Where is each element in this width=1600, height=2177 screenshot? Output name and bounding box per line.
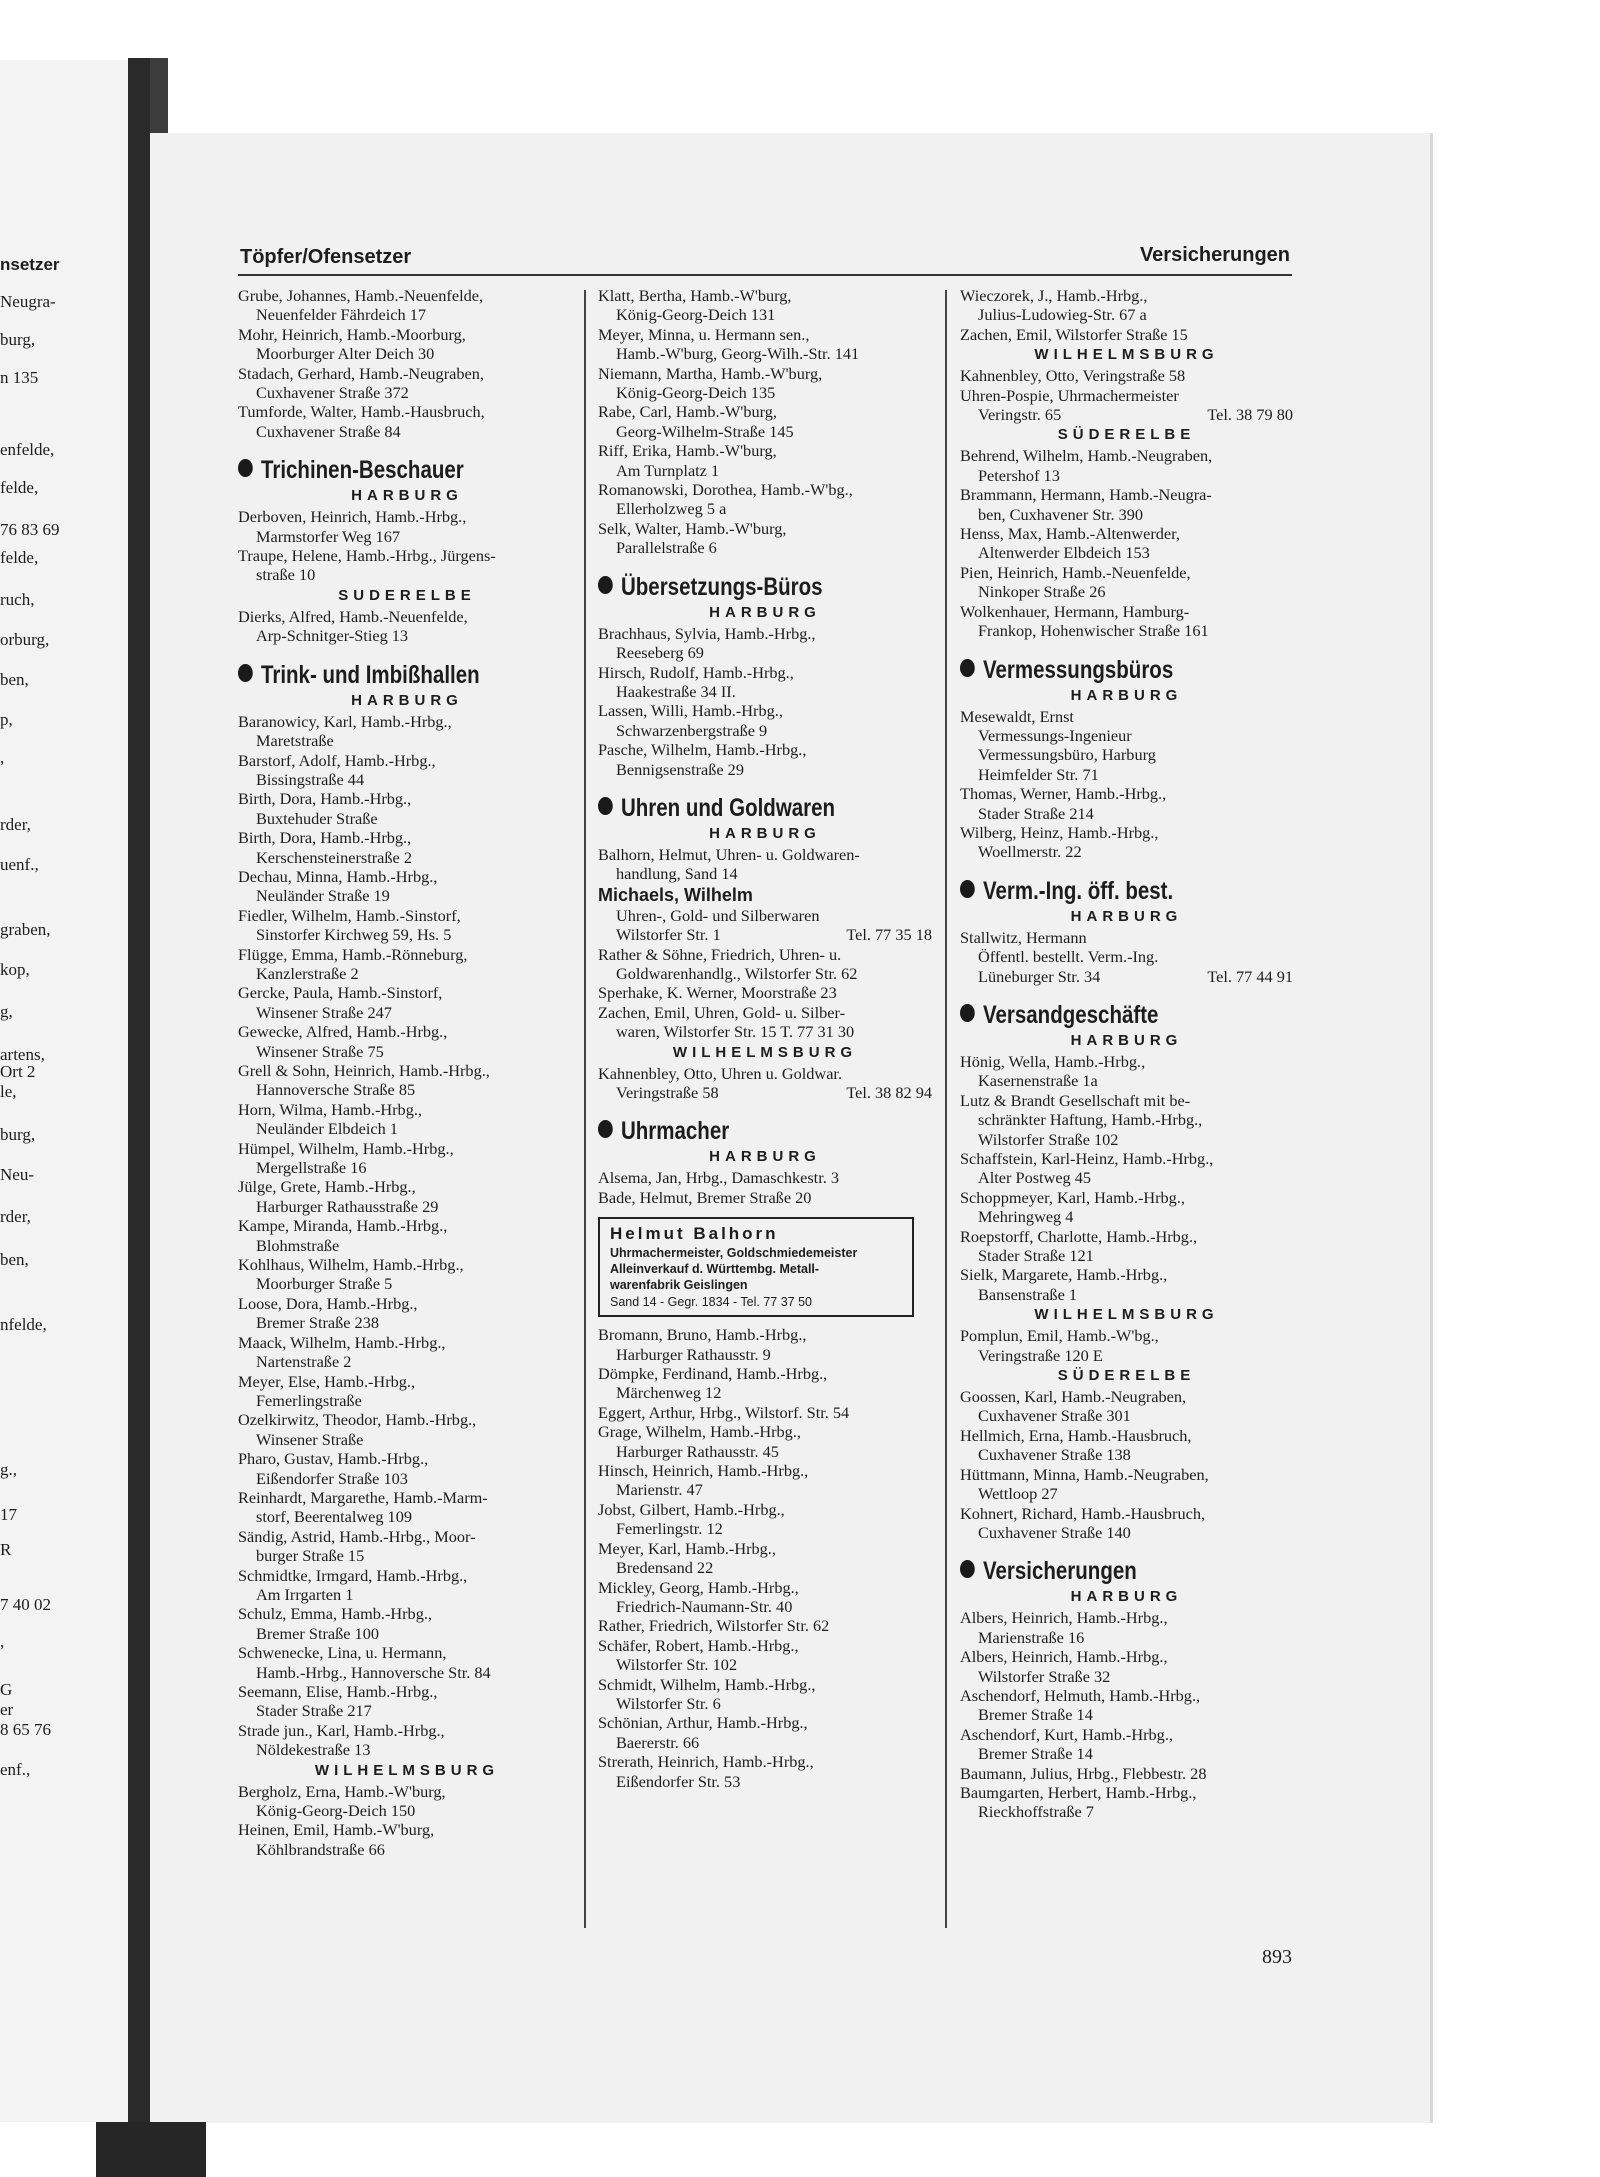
district-heading: HARBURG [1070, 907, 1183, 925]
entry-line: Mohr, Heinrich, Hamb.-Moorburg, [238, 324, 466, 344]
entry-continuation: Wilstorfer Str. 102 [616, 1655, 737, 1675]
entry-line: Grage, Wilhelm, Hamb.-Hrbg., [598, 1422, 801, 1442]
entry-continuation: Stader Straße 121 [978, 1246, 1094, 1266]
entry-continuation: Bremer Straße 14 [978, 1744, 1093, 1764]
entry-line: Grube, Johannes, Hamb.-Neuenfelde, [238, 286, 484, 305]
entry-line: Schäfer, Robert, Hamb.-Hrbg., [598, 1635, 799, 1655]
facing-page-text: R [0, 1540, 12, 1559]
entry-continuation: Goldwarenhandlg., Wilstorfer Str. 62 [616, 963, 858, 983]
entry-line: Gewecke, Alfred, Hamb.-Hrbg., [238, 1022, 448, 1042]
header-rule [238, 274, 1292, 276]
district-heading: HARBURG [1070, 1588, 1183, 1606]
entry-line: Rather, Friedrich, Wilstorfer Str. 62 [598, 1616, 830, 1636]
entry-line: Hüttmann, Minna, Hamb.-Neugraben, [960, 1464, 1209, 1484]
district-heading: SÜDERELBE [1057, 426, 1196, 444]
facing-page-text: er [0, 1700, 14, 1719]
entry-line: Jobst, Gilbert, Hamb.-Hrbg., [598, 1499, 785, 1519]
entry-continuation: Wettloop 27 [978, 1484, 1058, 1504]
entry-line: Strerath, Heinrich, Hamb.-Hrbg., [598, 1752, 814, 1772]
entry-line: Kampe, Miranda, Hamb.-Hrbg., [238, 1216, 448, 1236]
entry-continuation: Cuxhavener Straße 84 [256, 421, 401, 441]
section-heading [960, 1000, 1233, 1030]
section-heading [598, 572, 872, 602]
entry-continuation: Nöldekestraße 13 [256, 1740, 371, 1760]
bullet-icon [960, 1560, 975, 1578]
section-heading [598, 793, 872, 823]
entry-continuation: Parallelstraße 6 [616, 538, 717, 558]
entry-line: Wolkenhauer, Hermann, Hamburg- [960, 601, 1190, 621]
entry-line: Lassen, Willi, Hamb.-Hrbg., [598, 701, 783, 721]
district-heading: HARBURG [1070, 686, 1183, 704]
facing-page-text: kop, [0, 960, 30, 979]
entry-line: Hellmich, Erna, Hamb.-Hausbruch, [960, 1425, 1192, 1445]
running-head-left: Töpfer/Ofensetzer [240, 246, 412, 268]
entry-line: Traupe, Helene, Hamb.-Hrbg., Jürgens- [238, 546, 496, 566]
facing-page-text: enf., [0, 1760, 31, 1779]
entry-line: Seemann, Elise, Hamb.-Hrbg., [238, 1682, 438, 1701]
entry-continuation: Köhlbrandstraße 66 [256, 1839, 385, 1859]
running-head-right: Versicherungen [1139, 244, 1290, 266]
entry-line: Dechau, Minna, Hamb.-Hrbg., [238, 866, 438, 886]
column-divider-2 [945, 290, 947, 1928]
section-title: Vermessungsbüros [982, 655, 1174, 684]
entry-line: Mickley, Georg, Hamb.-Hrbg., [598, 1577, 799, 1597]
facing-page-text: le, [0, 1082, 17, 1101]
highlighted-entry-name: Michaels, Wilhelm [598, 884, 753, 905]
entry-phone: Tel. 38 82 94 [846, 1083, 932, 1102]
entry-continuation: Kasernenstraße 1a [978, 1071, 1098, 1091]
entry-continuation: Baererstr. 66 [616, 1732, 700, 1752]
entry-continuation: Woellmerstr. 22 [978, 842, 1082, 862]
section-title: Übersetzungs-Büros [620, 572, 823, 601]
entry-phone: Tel. 38 79 80 [1207, 405, 1293, 425]
entry-line: Birth, Dora, Hamb.-Hrbg., [238, 828, 412, 848]
entry-line: Birth, Dora, Hamb.-Hrbg., [238, 789, 412, 809]
entry-line: Tumforde, Walter, Hamb.-Hausbruch, [238, 402, 485, 422]
entry-line: Henss, Max, Hamb.-Altenwerder, [960, 524, 1180, 544]
entry-line: Albers, Heinrich, Hamb.-Hrbg., [960, 1608, 1168, 1628]
entry-continuation: Am Turnplatz 1 [616, 460, 720, 480]
entry-continuation: Marienstraße 16 [978, 1627, 1085, 1647]
entry-continuation: Marmstorfer Weg 167 [256, 526, 400, 546]
entry-address-phone [960, 405, 1293, 424]
entry-continuation: Reeseberg 69 [616, 643, 704, 663]
entry-continuation: Stader Straße 214 [978, 803, 1094, 823]
column-1 [238, 286, 576, 1859]
entry-line: Baranowicy, Karl, Hamb.-Hrbg., [238, 711, 452, 731]
entry-continuation: Hamb.-W'burg, Georg-Wilh.-Str. 141 [616, 344, 860, 364]
entry-continuation: Haakestraße 34 II. [616, 681, 736, 701]
entry-continuation: Moorburger Straße 5 [256, 1274, 393, 1294]
ad-footer: Sand 14 - Gegr. 1834 - Tel. 77 37 50 [610, 1295, 812, 1310]
entry-line: Meyer, Minna, u. Hermann sen., [598, 324, 810, 344]
facing-page-text: artens, [0, 1045, 45, 1064]
facing-page-text: nfelde, [0, 1315, 47, 1334]
entry-line: Strade jun., Karl, Hamb.-Hrbg., [238, 1720, 445, 1740]
entry-line: Kahnenbley, Otto, Uhren u. Goldwar. [598, 1063, 843, 1083]
entry-line: Selk, Walter, Hamb.-W'burg, [598, 518, 787, 538]
entry-line: Kohlhaus, Wilhelm, Hamb.-Hrbg., [238, 1255, 464, 1275]
entry-line: Flügge, Emma, Hamb.-Rönneburg, [238, 944, 468, 964]
entry-address: Veringstraße 58 [616, 1083, 719, 1102]
facing-page-text: Neu- [0, 1165, 34, 1184]
entry-line: Schulz, Emma, Hamb.-Hrbg., [238, 1604, 432, 1624]
entry-line: Aschendorf, Helmuth, Hamb.-Hrbg., [960, 1685, 1201, 1705]
entry-line: Brachhaus, Sylvia, Hamb.-Hrbg., [598, 623, 816, 643]
entry-line: Sperhake, K. Werner, Moorstraße 23 [598, 983, 837, 1003]
entry-address: Wilstorfer Str. 1 [616, 925, 721, 945]
entry-phone: Tel. 77 44 91 [1207, 966, 1293, 986]
entry-line: Eggert, Arthur, Hrbg., Wilstorf. Str. 54 [598, 1402, 850, 1422]
entry-continuation: Georg-Wilhelm-Straße 145 [616, 421, 794, 441]
column-divider-1 [584, 290, 586, 1928]
district-heading: HARBURG [351, 691, 463, 709]
district-heading: SÜDERELBE [1057, 1367, 1196, 1385]
entry-continuation: schränkter Haftung, Hamb.-Hrbg., [978, 1110, 1203, 1130]
entry-line: Bergholz, Erna, Hamb.-W'burg, [238, 1781, 446, 1801]
entry-line: Grell & Sohn, Heinrich, Hamb.-Hrbg., [238, 1061, 490, 1080]
entry-address: Veringstr. 65 [978, 405, 1062, 425]
district-heading: WILHELMSBURG [1034, 1306, 1219, 1324]
entry-line: Schwenecke, Lina, u. Hermann, [238, 1643, 447, 1663]
entry-continuation: Blohmstraße [256, 1235, 340, 1255]
ad-line: Alleinverkauf d. Württembg. Metall- [610, 1262, 820, 1277]
entry-line: Sändig, Astrid, Hamb.-Hrbg., Moor- [238, 1526, 476, 1546]
district-heading: HARBURG [709, 603, 821, 621]
facing-page-text: ruch, [0, 590, 35, 609]
entry-continuation: Harburger Rathausstraße 29 [256, 1196, 439, 1216]
book-spine [128, 58, 150, 2177]
entry-continuation: Neuländer Elbdeich 1 [256, 1119, 398, 1139]
entry-continuation: Marienstr. 47 [616, 1480, 703, 1500]
facing-page-text: , [0, 748, 5, 767]
entry-continuation: Winsener Straße 75 [256, 1041, 384, 1061]
entry-continuation: Rieckhoffstraße 7 [978, 1802, 1094, 1822]
ad-title: Helmut Balhorn [610, 1224, 779, 1244]
entry-continuation: Bremer Straße 238 [256, 1313, 379, 1333]
entry-continuation: Hannoversche Straße 85 [256, 1080, 416, 1100]
entry-line: Heinen, Emil, Hamb.-W'burg, [238, 1820, 435, 1840]
entry-line: Schoppmeyer, Karl, Hamb.-Hrbg., [960, 1187, 1185, 1207]
entry-line: Bade, Helmut, Bremer Straße 20 [598, 1187, 812, 1207]
entry-continuation: Eißendorfer Straße 103 [256, 1468, 408, 1488]
section-title: Uhren und Goldwaren [620, 793, 836, 822]
district-heading: HARBURG [709, 824, 821, 842]
facing-page-text: g, [0, 1002, 13, 1021]
entry-line: Balhorn, Helmut, Uhren- u. Goldwaren- [598, 844, 860, 864]
entry-line: Goossen, Karl, Hamb.-Neugraben, [960, 1387, 1187, 1407]
entry-line: Rather & Söhne, Friedrich, Uhren- u. [598, 944, 842, 964]
entry-continuation: Bissingstraße 44 [256, 769, 365, 789]
facing-page-text: ben, [0, 1250, 29, 1269]
entry-line: Baumann, Julius, Hrbg., Flebbestr. 28 [960, 1763, 1207, 1783]
entry-line: Baumgarten, Herbert, Hamb.-Hrbg., [960, 1782, 1197, 1802]
advertisement-box [598, 1217, 914, 1317]
facing-page-text: 8 65 76 [0, 1720, 51, 1739]
facing-page-text: enfelde, [0, 440, 55, 459]
entry-phone: Tel. 77 35 18 [846, 925, 932, 945]
entry-line: Schaffstein, Karl-Heinz, Hamb.-Hrbg., [960, 1149, 1214, 1168]
section-title: Versicherungen [982, 1557, 1137, 1586]
entry-continuation: storf, Beerentalweg 109 [256, 1507, 412, 1527]
entry-continuation: Winsener Straße 247 [256, 1002, 392, 1022]
entry-continuation: burger Straße 15 [256, 1546, 365, 1566]
entry-continuation: Kanzlerstraße 2 [256, 963, 359, 983]
section-title: Versandgeschäfte [982, 1000, 1159, 1029]
entry-continuation: Friedrich-Naumann-Str. 40 [616, 1596, 793, 1616]
section-title: Uhrmacher [620, 1117, 730, 1146]
entry-continuation: Femerlingstraße [256, 1390, 362, 1410]
entry-address-phone [960, 967, 1293, 986]
district-heading: HARBURG [709, 1148, 821, 1166]
column-2 [598, 286, 932, 1791]
section-heading [960, 876, 1233, 906]
entry-line: Hirsch, Rudolf, Hamb.-Hrbg., [598, 662, 794, 682]
entry-continuation: Kerschensteinerstraße 2 [256, 847, 412, 867]
entry-line: Zachen, Emil, Wilstorfer Straße 15 [960, 324, 1188, 344]
entry-continuation: Frankop, Hohenwischer Straße 161 [978, 621, 1209, 641]
entry-continuation: Neuenfelder Fährdeich 17 [256, 305, 426, 325]
entry-continuation: Wilstorfer Straße 32 [978, 1666, 1111, 1686]
facing-page-text: orburg, [0, 630, 50, 649]
ad-line: Uhrmachermeister, Goldschmiedemeister [610, 1246, 858, 1261]
facing-page-text: p, [0, 710, 13, 729]
entry-line: Rabe, Carl, Hamb.-W'burg, [598, 402, 777, 422]
entry-continuation: Harburger Rathausstr. 9 [616, 1344, 771, 1364]
entry-continuation: Vermessungsbüro, Harburg [978, 745, 1156, 765]
entry-line: Uhren-Pospie, Uhrmachermeister [960, 385, 1179, 405]
entry-continuation: Ellerholzweg 5 a [616, 499, 727, 519]
ad-line: warenfabrik Geislingen [610, 1278, 748, 1293]
entry-continuation: Sinstorfer Kirchweg 59, Hs. 5 [256, 925, 452, 945]
entry-continuation: Cuxhavener Straße 372 [256, 383, 409, 403]
facing-page-text: Neugra- [0, 292, 56, 311]
entry-line: Roepstorff, Charlotte, Hamb.-Hrbg., [960, 1226, 1198, 1246]
facing-page-text: 76 83 69 [0, 520, 60, 539]
entry-line: Brammann, Hermann, Hamb.-Neugra- [960, 485, 1212, 505]
entry-line: Dierks, Alfred, Hamb.-Neuenfelde, [238, 606, 468, 626]
entry-line: Kohnert, Richard, Hamb.-Hausbruch, [960, 1503, 1206, 1523]
entry-line: Schmidt, Wilhelm, Hamb.-Hrbg., [598, 1674, 816, 1694]
entry-line: Schönian, Arthur, Hamb.-Hrbg., [598, 1713, 808, 1733]
entry-line: Lutz & Brandt Gesellschaft mit be- [960, 1090, 1191, 1110]
entry-line: Ozelkirwitz, Theodor, Hamb.-Hrbg., [238, 1410, 477, 1430]
entry-line: Romanowski, Dorothea, Hamb.-W'bg., [598, 480, 853, 500]
entry-line: Stallwitz, Hermann [960, 927, 1087, 947]
entry-continuation: König-Georg-Deich 131 [616, 305, 776, 325]
district-heading: SUDERELBE [338, 586, 476, 604]
entry-line: Albers, Heinrich, Hamb.-Hrbg., [960, 1647, 1168, 1667]
facing-page-text: rder, [0, 815, 31, 834]
entry-line: Niemann, Martha, Hamb.-W'burg, [598, 363, 823, 383]
entry-continuation: Harburger Rathausstr. 45 [616, 1441, 779, 1461]
entry-continuation: Wilstorfer Straße 102 [978, 1129, 1119, 1149]
entry-continuation: König-Georg-Deich 150 [256, 1801, 416, 1821]
entry-line: Mesewaldt, Ernst [960, 706, 1074, 726]
entry-line: Behrend, Wilhelm, Hamb.-Neugraben, [960, 446, 1213, 466]
entry-line: Hinsch, Heinrich, Hamb.-Hrbg., [598, 1461, 809, 1481]
entry-line: Pasche, Wilhelm, Hamb.-Hrbg., [598, 740, 807, 760]
facing-page-text: Ort 2 [0, 1062, 36, 1081]
section-title: Verm.-Ing. öff. best. [982, 876, 1174, 905]
entry-line: Aschendorf, Kurt, Hamb.-Hrbg., [960, 1724, 1173, 1744]
column-3 [960, 286, 1293, 1822]
entry-line: Stadach, Gerhard, Hamb.-Neugraben, [238, 363, 484, 383]
bullet-icon [238, 459, 253, 477]
entry-continuation: Eißendorfer Str. 53 [616, 1771, 741, 1791]
entry-line: Meyer, Else, Hamb.-Hrbg., [238, 1371, 416, 1391]
entry-line: Reinhardt, Margarethe, Hamb.-Marm- [238, 1487, 488, 1507]
entry-line: Jülge, Grete, Hamb.-Hrbg., [238, 1177, 416, 1197]
section-heading [960, 1556, 1233, 1586]
facing-page-text: nsetzer [0, 255, 60, 274]
entry-continuation: Arp-Schnitger-Stieg 13 [256, 626, 409, 646]
entry-line: Bromann, Bruno, Hamb.-Hrbg., [598, 1325, 807, 1345]
entry-continuation: Mehringweg 4 [978, 1207, 1074, 1227]
entry-continuation: Maretstraße [256, 731, 334, 751]
entry-continuation: straße 10 [256, 565, 316, 585]
entry-address-phone [598, 1083, 932, 1102]
entry-line: Gercke, Paula, Hamb.-Sinstorf, [238, 983, 443, 1003]
entry-line: Maack, Wilhelm, Hamb.-Hrbg., [238, 1332, 446, 1352]
entry-continuation: Mergellstraße 16 [256, 1158, 367, 1178]
entry-line: Zachen, Emil, Uhren, Gold- u. Silber- [598, 1002, 845, 1022]
entry-line: Wilberg, Heinz, Hamb.-Hrbg., [960, 822, 1159, 842]
entry-continuation: Femerlingstr. 12 [616, 1519, 723, 1539]
entry-address-phone [598, 925, 932, 944]
entry-continuation: Petershof 13 [978, 465, 1060, 485]
entry-continuation: Uhren-, Gold- und Silberwaren [616, 905, 820, 925]
entry-line: Derboven, Heinrich, Hamb.-Hrbg., [238, 507, 467, 527]
entry-continuation: Öffentl. bestellt. Verm.-Ing. [978, 947, 1159, 967]
entry-line: Schmidtke, Irmgard, Hamb.-Hrbg., [238, 1565, 468, 1585]
entry-continuation: Vermessungs-Ingenieur [978, 725, 1132, 745]
entry-continuation: Am Irrgarten 1 [256, 1584, 354, 1604]
entry-line: Loose, Dora, Hamb.-Hrbg., [238, 1293, 418, 1313]
entry-continuation: handlung, Sand 14 [616, 864, 738, 884]
page-number: 893 [1262, 1946, 1292, 1968]
entry-line: Alsema, Jan, Hrbg., Damaschkestr. 3 [598, 1168, 839, 1188]
entry-line: Pien, Heinrich, Hamb.-Neuenfelde, [960, 562, 1191, 582]
facing-page-text: rder, [0, 1207, 31, 1226]
entry-continuation: Bredensand 22 [616, 1558, 714, 1578]
district-heading: HARBURG [351, 487, 463, 505]
entry-line: Wieczorek, J., Hamb.-Hrbg., [960, 286, 1148, 305]
facing-page-text: uenf., [0, 855, 39, 874]
bullet-icon [598, 797, 613, 815]
entry-continuation: Bansenstraße 1 [978, 1284, 1078, 1304]
entry-continuation: Altenwerder Elbdeich 153 [978, 543, 1150, 563]
facing-page-text: , [0, 1632, 5, 1651]
facing-page-text: burg, [0, 330, 36, 349]
facing-page-text: 17 [0, 1505, 17, 1524]
entry-line: Dömpke, Ferdinand, Hamb.-Hrbg., [598, 1364, 828, 1384]
entry-line: Thomas, Werner, Hamb.-Hrbg., [960, 784, 1167, 804]
entry-continuation: Neuländer Straße 19 [256, 886, 390, 906]
facing-page-text: ben, [0, 670, 29, 689]
entry-line: Hümpel, Wilhelm, Hamb.-Hrbg., [238, 1138, 454, 1158]
bullet-icon [238, 664, 253, 682]
entry-line: Fiedler, Wilhelm, Hamb.-Sinstorf, [238, 905, 461, 925]
district-heading: WILHELMSBURG [314, 1761, 500, 1779]
facing-page-fragment [0, 60, 148, 2122]
facing-page-text: g., [0, 1460, 17, 1479]
entry-line: Meyer, Karl, Hamb.-Hrbg., [598, 1538, 776, 1558]
entry-continuation: Nartenstraße 2 [256, 1352, 352, 1372]
entry-continuation: Cuxhavener Straße 301 [978, 1406, 1131, 1426]
entry-continuation: Heimfelder Str. 71 [978, 764, 1099, 784]
entry-continuation: Veringstraße 120 E [978, 1345, 1103, 1365]
entry-continuation: Ninkoper Straße 26 [978, 582, 1106, 602]
bullet-icon [598, 1120, 613, 1138]
entry-continuation: Wilstorfer Str. 6 [616, 1693, 721, 1713]
facing-page-text: G [0, 1680, 13, 1699]
bullet-icon [960, 659, 975, 677]
entry-continuation: Julius-Ludowieg-Str. 67 a [978, 305, 1147, 325]
entry-line: Pomplun, Emil, Hamb.-W'bg., [960, 1326, 1159, 1346]
entry-address: Lüneburger Str. 34 [978, 966, 1101, 986]
entry-continuation: Cuxhavener Straße 140 [978, 1522, 1131, 1542]
facing-page-text: felde, [0, 548, 39, 567]
entry-line: Klatt, Bertha, Hamb.-W'burg, [598, 286, 792, 305]
entry-continuation: Bremer Straße 100 [256, 1623, 379, 1643]
district-heading: WILHELMSBURG [1034, 346, 1219, 364]
section-title: Trink- und Imbißhallen [260, 660, 480, 689]
entry-continuation: Bremer Straße 14 [978, 1705, 1093, 1725]
entry-continuation: Moorburger Alter Deich 30 [256, 344, 435, 364]
entry-line: Hönig, Wella, Hamb.-Hrbg., [960, 1051, 1146, 1071]
entry-continuation: Märchenweg 12 [616, 1383, 722, 1403]
facing-page-text: burg, [0, 1125, 36, 1144]
entry-continuation: Stader Straße 217 [256, 1701, 372, 1721]
entry-continuation: Schwarzenbergstraße 9 [616, 720, 768, 740]
entry-continuation: Buxtehuder Straße [256, 808, 378, 828]
entry-line: Riff, Erika, Hamb.-W'burg, [598, 441, 777, 461]
entry-continuation: waren, Wilstorfer Str. 15 T. 77 31 30 [616, 1022, 855, 1042]
entry-line: Sielk, Margarete, Hamb.-Hrbg., [960, 1265, 1168, 1285]
entry-continuation: Alter Postweg 45 [978, 1168, 1092, 1188]
entry-line: Pharo, Gustav, Hamb.-Hrbg., [238, 1449, 429, 1469]
entry-continuation: König-Georg-Deich 135 [616, 383, 776, 403]
bullet-icon [598, 576, 613, 594]
district-heading: HARBURG [1070, 1031, 1183, 1049]
entry-continuation: Winsener Straße [256, 1429, 364, 1449]
facing-page-text: 7 40 02 [0, 1595, 51, 1614]
facing-page-text: felde, [0, 478, 39, 497]
facing-page-text: n 135 [0, 368, 39, 387]
entry-line: Barstorf, Adolf, Hamb.-Hrbg., [238, 750, 436, 770]
section-heading [598, 1116, 872, 1146]
entry-line: Kahnenbley, Otto, Veringstraße 58 [960, 366, 1186, 386]
entry-continuation: ben, Cuxhavener Str. 390 [978, 504, 1144, 524]
section-heading [960, 655, 1233, 685]
section-heading [238, 660, 515, 690]
entry-line: Horn, Wilma, Hamb.-Hrbg., [238, 1099, 422, 1119]
binding-edge-bottom [96, 2122, 206, 2177]
district-heading: WILHELMSBURG [672, 1043, 858, 1061]
bullet-icon [960, 880, 975, 898]
facing-page-text: graben, [0, 920, 51, 939]
section-title: Trichinen-Beschauer [260, 456, 464, 485]
section-heading [238, 455, 515, 485]
entry-continuation: Bennigsenstraße 29 [616, 759, 744, 779]
entry-continuation: Hamb.-Hrbg., Hannoversche Str. 84 [256, 1662, 491, 1682]
bullet-icon [960, 1004, 975, 1022]
entry-continuation: Cuxhavener Straße 138 [978, 1445, 1131, 1465]
